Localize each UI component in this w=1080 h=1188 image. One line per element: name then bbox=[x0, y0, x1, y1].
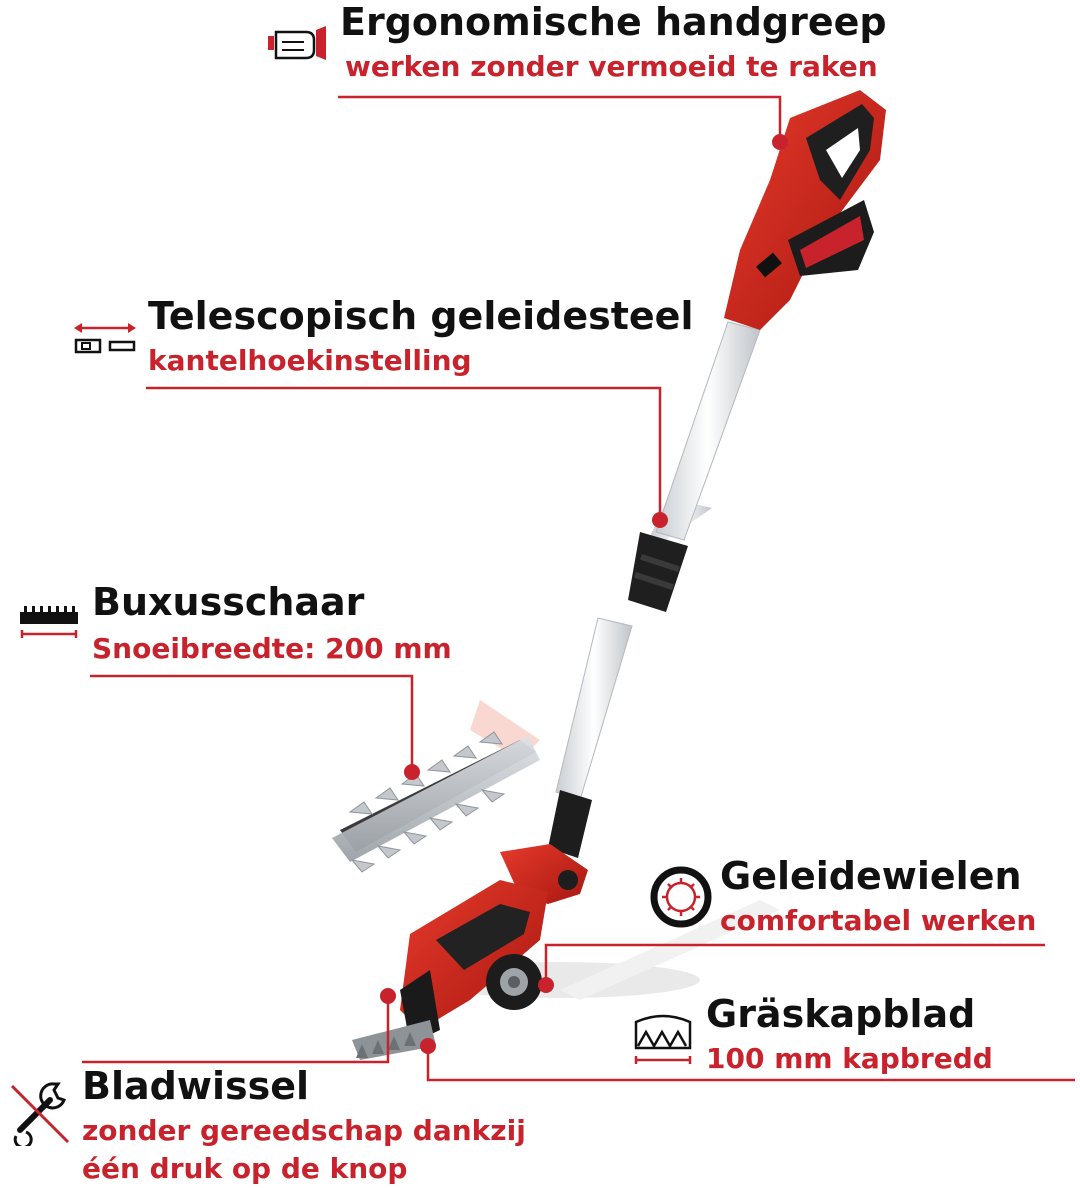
no-tool-wrench-icon bbox=[8, 1076, 72, 1146]
callout-line-pole bbox=[146, 388, 660, 520]
pole-subtitle: kantelhoekinstelling bbox=[148, 344, 472, 377]
hedge-blade-icon bbox=[18, 604, 80, 642]
callout-dot-grass-blade bbox=[420, 1038, 436, 1054]
handle-unit bbox=[724, 90, 886, 330]
callout-dot-shrub bbox=[404, 764, 420, 780]
blade-change-subtitle-line2: één druk op de knop bbox=[82, 1152, 408, 1185]
callout-dot-pole bbox=[652, 512, 668, 528]
telescopic-arrow-icon bbox=[72, 320, 138, 358]
telescopic-pole bbox=[548, 322, 760, 858]
grass-blade-subtitle: 100 mm kapbredd bbox=[706, 1042, 993, 1075]
callout-line-handle bbox=[338, 97, 780, 142]
hand-grip-icon bbox=[266, 22, 328, 64]
wheels-subtitle: comfortabel werken bbox=[720, 904, 1037, 937]
blade-change-subtitle-line1: zonder gereedschap dankzij bbox=[82, 1114, 526, 1147]
shrub-subtitle: Snoeibreedte: 200 mm bbox=[92, 632, 452, 665]
callout-line-shrub bbox=[90, 676, 412, 772]
handle-subtitle: werken zonder vermoeid te raken bbox=[345, 50, 878, 83]
wheels-title: Geleidewielen bbox=[720, 854, 1022, 898]
pole-title: Telescopisch geleidesteel bbox=[148, 294, 694, 338]
wheel-icon bbox=[650, 866, 712, 928]
grass-blade-title: Gräskapblad bbox=[706, 992, 976, 1036]
callout-line-blade-change bbox=[82, 996, 388, 1062]
handle-title: Ergonomische handgreep bbox=[340, 0, 887, 44]
shrub-title: Buxusschaar bbox=[92, 580, 365, 624]
callout-dot-wheels bbox=[538, 977, 554, 993]
blade-change-title: Bladwissel bbox=[82, 1064, 309, 1108]
grass-blade-icon bbox=[632, 1012, 694, 1068]
shrub-shear-accessory bbox=[332, 700, 540, 872]
callout-dot-handle bbox=[772, 134, 788, 150]
callout-dot-blade-change bbox=[380, 988, 396, 1004]
